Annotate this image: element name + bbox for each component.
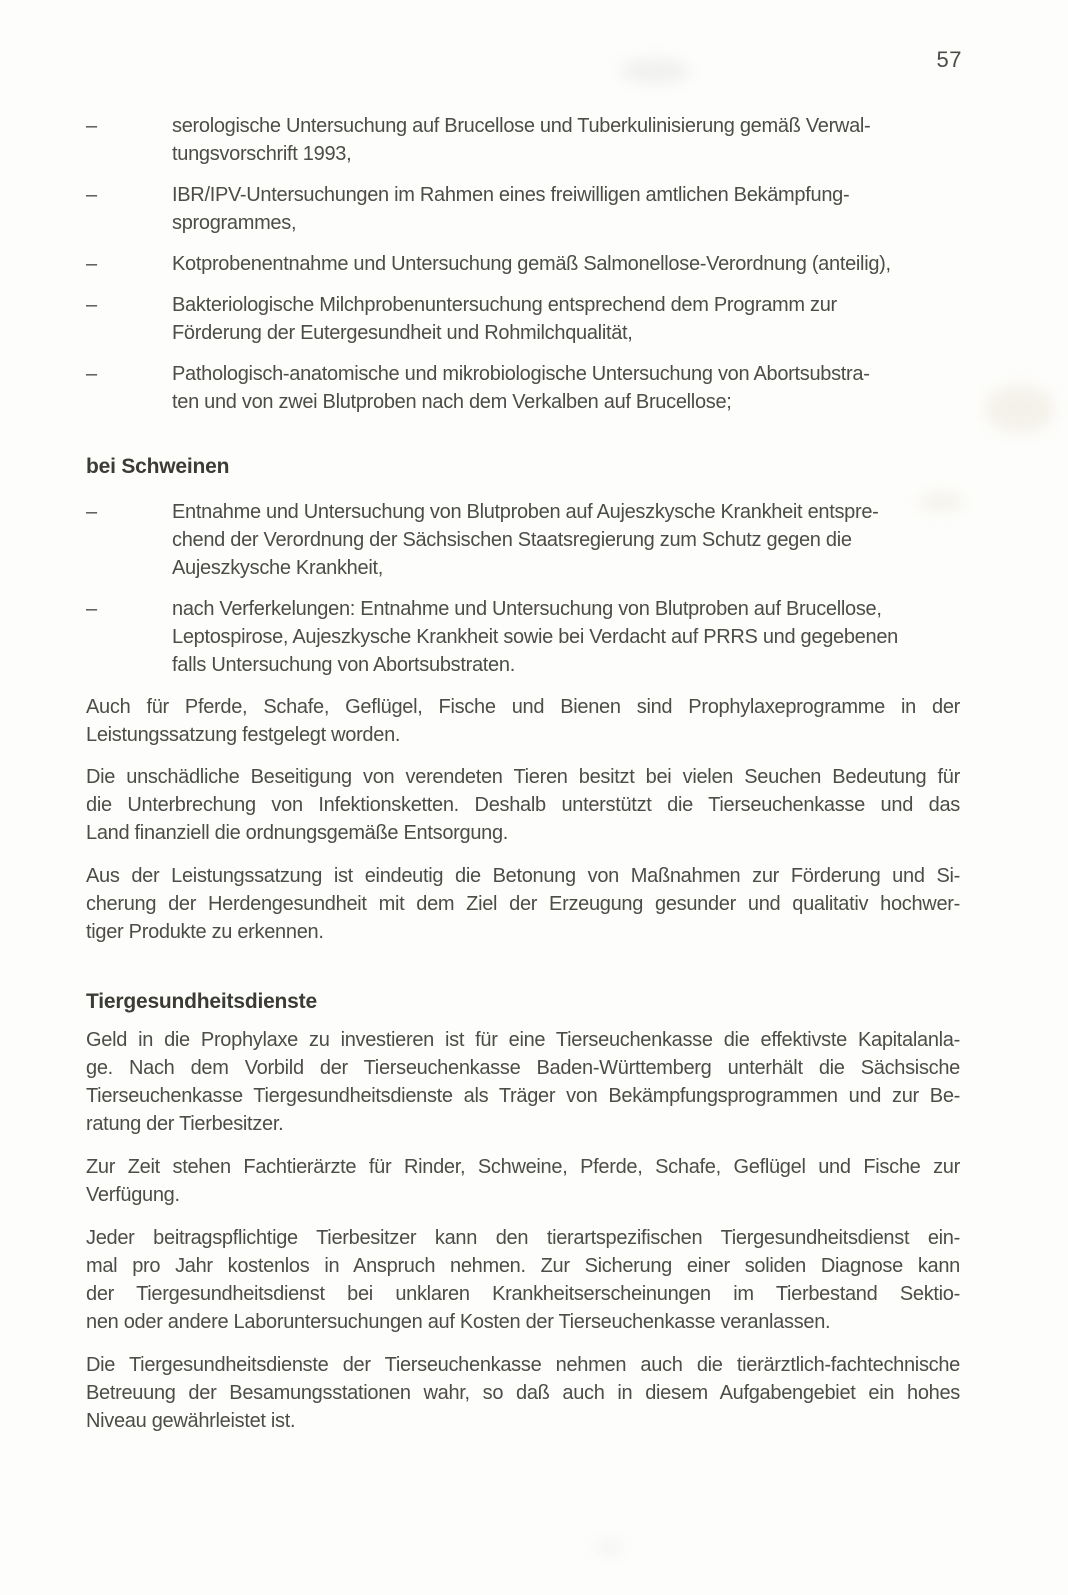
list-item-text <box>172 181 960 237</box>
list-item <box>86 291 960 347</box>
text-line: Land finanziell die ordnungsgemäße Entsorgung. <box>86 822 509 844</box>
text-line: Verfügung. <box>86 1184 180 1206</box>
bullet-marker: – <box>86 501 97 523</box>
text-line: Niveau gewährleistet ist. <box>86 1410 296 1432</box>
text-line: nach Verferkelungen: Entnahme und Untersuchung von Blutproben auf Brucellose, <box>172 598 882 620</box>
bullet-list-cattle <box>86 112 960 416</box>
list-item-text <box>172 112 960 168</box>
bullet-marker: – <box>86 115 97 137</box>
text-line: IBR/IPV-Untersuchungen im Rahmen eines freiwilligen amtlichen Bekämpfung- <box>172 184 850 206</box>
paragraph <box>86 763 960 847</box>
paragraph <box>86 1153 960 1209</box>
text-line: Geld in die Prophylaxe zu investieren ist für eine Tierseuchenkasse die effektivste Kapitalanla- <box>86 1029 960 1051</box>
text-line: Die Tiergesundheitsdienste der Tierseuchenkasse nehmen auch die tierärztlich-fachtechnische <box>86 1354 960 1376</box>
text-line: falls Untersuchung von Abortsubstraten. <box>172 654 515 676</box>
text-line: der Tiergesundheitsdienst bei unklaren Krankheitserscheinungen im Tierbestand Sektio- <box>86 1283 960 1305</box>
text-line: Auch für Pferde, Schafe, Geflügel, Fische und Bienen sind Prophylaxeprogramme in der <box>86 696 960 718</box>
text-line: Jeder beitragspflichtige Tierbesitzer kann den tierartspezifischen Tiergesundheitsdienst ein- <box>86 1227 960 1249</box>
text-line: Kotprobenentnahme und Untersuchung gemäß Salmonellose-Verordnung (anteilig), <box>172 253 891 275</box>
scan-smudge <box>985 385 1055 433</box>
text-line: ratung der Tierbesitzer. <box>86 1113 284 1135</box>
page-number: 57 <box>936 47 962 72</box>
text-line: Tierseuchenkasse Tiergesundheitsdienste als Träger von Bekämpfungsprogrammen und zur Be- <box>86 1085 960 1107</box>
list-item <box>86 112 960 168</box>
text-line: Aus der Leistungssatzung ist eindeutig die Betonung von Maßnahmen zur Förderung und Si- <box>86 865 960 887</box>
text-line: sprogrammes, <box>172 212 297 234</box>
text-line: chend der Verordnung der Sächsischen Staatsregierung zum Schutz gegen die <box>172 529 852 551</box>
paragraph <box>86 1224 960 1336</box>
scan-smudge <box>596 1540 622 1554</box>
text-line: serologische Untersuchung auf Brucellose und Tuberkulinisierung gemäß Verwal- <box>172 115 871 137</box>
text-line: tiger Produkte zu erkennen. <box>86 921 324 943</box>
text-line: nen oder andere Laboruntersuchungen auf Kosten der Tierseuchenkasse veranlassen. <box>86 1311 831 1333</box>
list-item-text <box>172 250 960 278</box>
list-item-text <box>172 498 960 582</box>
text-line: Pathologisch-anatomische und mikrobiologische Untersuchung von Abortsubstra- <box>172 363 870 385</box>
section-heading-bei-schweinen: bei Schweinen <box>86 455 230 478</box>
text-line: Leptospirose, Aujeszkysche Krankheit sowie bei Verdacht auf PRRS und gegebenen <box>172 626 898 648</box>
paragraph <box>86 1351 960 1435</box>
list-item-text <box>172 595 960 679</box>
list-item-text <box>172 291 960 347</box>
text-line: Zur Zeit stehen Fachtierärzte für Rinder, Schweine, Pferde, Schafe, Geflügel und Fische zur <box>86 1156 960 1178</box>
text-line: Betreuung der Besamungsstationen wahr, so daß auch in diesem Aufgabengebiet ein hohes <box>86 1382 960 1404</box>
text-line: ge. Nach dem Vorbild der Tierseuchenkasse Baden-Württemberg unterhält die Sächsische <box>86 1057 960 1079</box>
list-item <box>86 250 960 278</box>
text-line: mal pro Jahr kostenlos in Anspruch nehmen. Zur Sicherung einer soliden Diagnose kann <box>86 1255 960 1277</box>
list-item <box>86 595 960 679</box>
bullet-marker: – <box>86 294 97 316</box>
bullet-marker: – <box>86 598 97 620</box>
page-content <box>86 0 960 1435</box>
bullet-marker: – <box>86 184 97 206</box>
bullet-list-pigs <box>86 498 960 679</box>
text-line: Leistungssatzung festgelegt worden. <box>86 724 401 746</box>
paragraph <box>86 862 960 946</box>
text-line: Aujeszkysche Krankheit, <box>172 557 383 579</box>
list-item <box>86 360 960 416</box>
paragraph <box>86 693 960 749</box>
text-line: Die unschädliche Beseitigung von verendeten Tieren besitzt bei vielen Seuchen Bedeutung für <box>86 766 960 788</box>
text-line: cherung der Herdengesundheit mit dem Ziel der Erzeugung gesunder und qualitativ hochwer- <box>86 893 960 915</box>
text-line: tungsvorschrift 1993, <box>172 143 352 165</box>
text-line: die Unterbrechung von Infektionsketten. Deshalb unterstützt die Tierseuchenkasse und das <box>86 794 960 816</box>
list-item <box>86 498 960 582</box>
section-heading-tiergesundheitsdienste: Tiergesundheitsdienste <box>86 990 317 1013</box>
paragraph <box>86 1026 960 1138</box>
bullet-marker: – <box>86 363 97 385</box>
bullet-marker: – <box>86 253 97 275</box>
text-line: ten und von zwei Blutproben nach dem Verkalben auf Brucellose; <box>172 391 732 413</box>
text-line: Entnahme und Untersuchung von Blutproben auf Aujeszkysche Krankheit entspre- <box>172 501 879 523</box>
text-line: Bakteriologische Milchprobenuntersuchung entsprechend dem Programm zur <box>172 294 837 316</box>
list-item-text <box>172 360 960 416</box>
list-item <box>86 181 960 237</box>
text-line: Förderung der Eutergesundheit und Rohmilchqualität, <box>172 322 633 344</box>
